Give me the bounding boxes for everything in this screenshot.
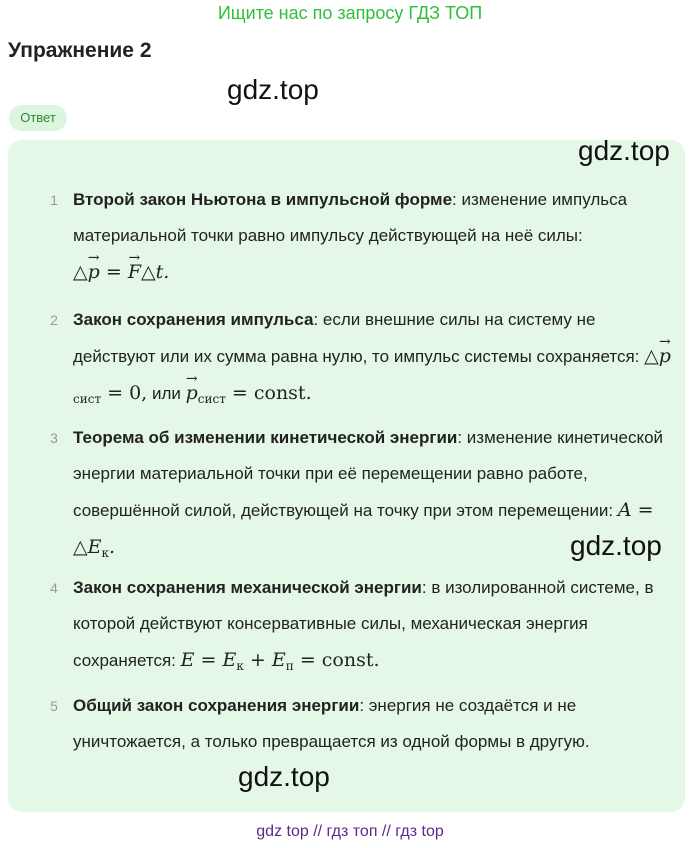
watermark: gdz.top [570,530,662,561]
item-text [73,688,673,760]
item-formula: $E = E_к + E_п$ = const. [180,649,380,673]
item-text: Закон сохранения импульса: если внешние силы на систему не действуют или их сумма равна нулю, то импульс системы сохраняется: △→ $p_{сист} = 0$, или → $p_{сист}$ = const. [73,302,673,417]
watermark: gdz.top [227,74,319,105]
item-term: Закон сохранения импульса [73,310,314,329]
item-formula: △→ p = → F△t. [73,261,169,283]
item-description: : в изолированной системе, в которой действуют консервативные силы, механическая энергия сохраняется: [73,578,654,670]
item-term: Второй закон Ньютона в импульсной форме [73,190,453,209]
item-description: : изменение импульса материальной точки равно импульсу действующей на неё силы: [73,190,628,245]
item-text [73,182,673,291]
exercise-title: Упражнение 2 [8,39,152,62]
item-term: Теорема об изменении кинетической энергии [73,428,458,447]
footer-links[interactable]: gdz top // гдз топ // гдз top [256,823,444,840]
answer-badge[interactable]: Ответ [9,105,67,131]
item-number: 3 [50,430,58,446]
item-formula: △→ $p_{сист} = 0$, [73,345,671,404]
item-description: : если внешние силы на систему не действуют или их сумма равна нулю, то импульс системы сохраняется: [73,310,640,366]
item-number: 2 [50,312,58,328]
item-number: 1 [50,192,58,208]
watermark: gdz.top [578,135,670,166]
item-number: 5 [50,698,58,714]
item-number: 4 [50,580,58,596]
item-formula: $A = \triangle E_к$. [73,499,654,560]
item-term: Закон сохранения механической энергии [73,578,422,597]
top-banner[interactable]: Ищите нас по запросу ГДЗ ТОП [217,3,483,23]
item-description: : энергия не создаётся и не уничтожается, а только превращается из одной формы в другую. [73,696,590,751]
item-text [73,570,673,684]
item-term: Общий закон сохранения энергии [73,696,360,715]
answer-box [8,140,685,812]
item-description: : изменение кинетической энергии материальной точки при её перемещении равно работе, совершённой силой, действующей на точку при этом перемещении: [73,428,664,520]
watermark: gdz.top [238,761,330,792]
